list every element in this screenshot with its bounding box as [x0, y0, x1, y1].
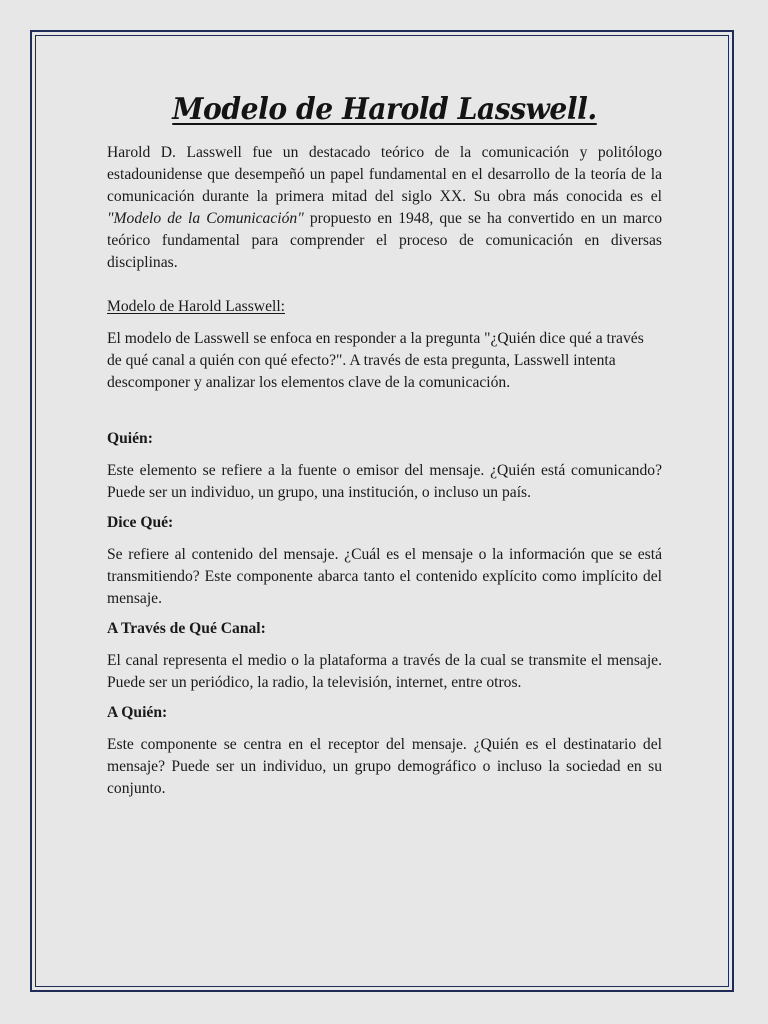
- model-paragraph: El modelo de Lasswell se enfoca en responder a la pregunta "¿Quién dice qué a través de qué canal a quién con qué efecto?". A través de esta pregunta, Lasswell intenta descomponer y analizar los elementos clave de la comunicación.: [107, 330, 644, 391]
- intro-italic-title: "Modelo de la Comunicación": [107, 210, 304, 227]
- section-text-dice-que: Se refiere al contenido del mensaje. ¿Cuál es el mensaje o la información que se está transmitiendo? Este componente abarca tanto el contenido explícito como implícito del mensaje.: [107, 546, 662, 607]
- section-heading-canal: A Través de Qué Canal:: [107, 620, 266, 637]
- intro-paragraph: [107, 142, 662, 274]
- section-text-a-quien: Este componente se centra en el receptor del mensaje. ¿Quién es el destinatario del mensaje? Puede ser un individuo, un grupo demográfico o incluso la sociedad en su conjunto.: [107, 736, 662, 797]
- section-heading-a-quien: A Quién:: [107, 704, 168, 721]
- section-heading-dice-que: Dice Qué:: [107, 514, 174, 531]
- section-heading-quien: Quién:: [107, 430, 153, 447]
- document-title: Modelo de Harold Lasswell.: [172, 92, 597, 127]
- intro-text-end: propuesto en 1948, que se ha convertido en un marco teórico fundamental para comprender el proceso de comunicación en diversas disciplinas.: [107, 210, 663, 271]
- model-heading: Modelo de Harold Lasswell:: [107, 298, 285, 315]
- section-text-canal: El canal representa el medio o la plataforma a través de la cual se transmite el mensaje. Puede ser un periódico, la radio, la televisión, internet, entre otros.: [107, 652, 662, 691]
- document-content: [107, 90, 662, 800]
- intro-text-start: Harold D. Lasswell fue un destacado teórico de la comunicación y politólogo estadounidense que desempeñó un papel fundamental en el desarrollo de la teoría de la comunicación durante la primera mitad del siglo XX. Su obra más conocida es el: [107, 144, 662, 205]
- section-text-quien: Este elemento se refiere a la fuente o emisor del mensaje. ¿Quién está comunicando? Puede ser un individuo, un grupo, una institución, o incluso un país.: [107, 462, 662, 501]
